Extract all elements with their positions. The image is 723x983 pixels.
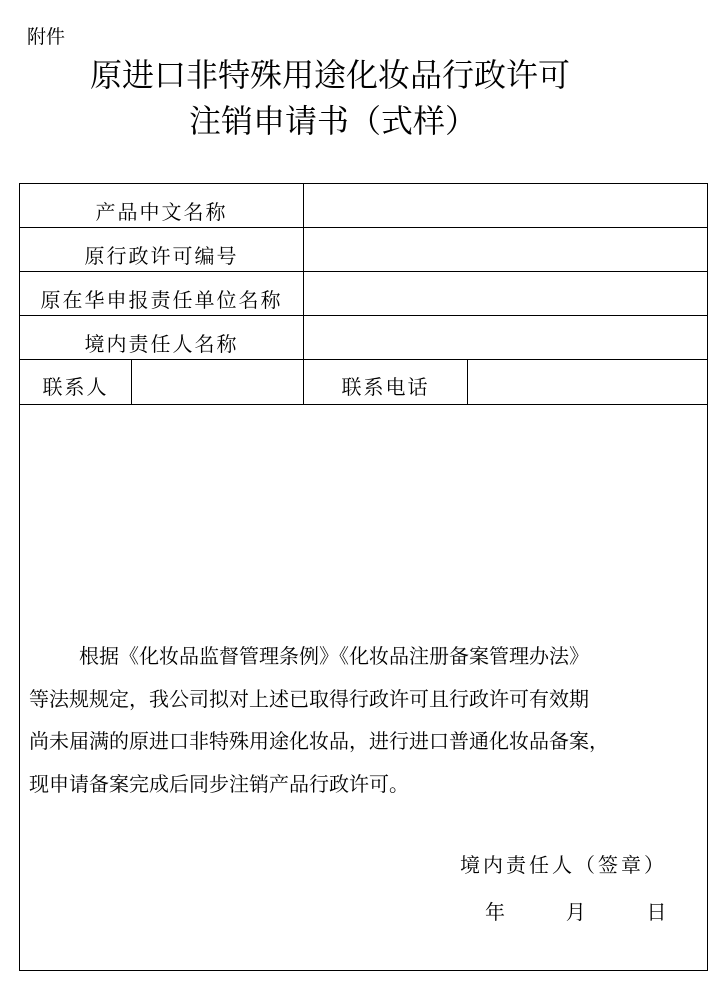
form-row-original-applicant (20, 272, 707, 316)
page-title-line2: 注销申请书（式样） (189, 102, 478, 140)
statement-line: 根据《化妆品监督管理条例》《化妆品注册备案管理办法》 (79, 644, 589, 668)
contact-phone-label: 联系电话 (304, 360, 468, 404)
form-row-product-name (20, 184, 707, 228)
signature-date (485, 896, 666, 925)
contact-person-field[interactable] (132, 360, 304, 404)
signature-label: 境内责任人（签章） (460, 853, 667, 877)
domestic-responsible-label: 境内责任人名称 (20, 316, 304, 359)
statement-paragraph (29, 635, 699, 805)
product-name-label: 产品中文名称 (20, 184, 304, 227)
statement-line: 尚未届满的原进口非特殊用途化妆品，进行进口普通化妆品备案， (29, 729, 609, 753)
domestic-responsible-field[interactable] (304, 316, 707, 359)
date-day: 日 (646, 900, 667, 924)
statement-line: 现申请备案完成后同步注销产品行政许可。 (29, 771, 409, 796)
license-number-label: 原行政许可编号 (20, 228, 304, 271)
form-row-contact (20, 360, 707, 405)
contact-phone-field[interactable] (468, 360, 707, 404)
statement-line: 等法规规定，我公司拟对上述已取得行政许可且行政许可有效期 (29, 686, 589, 711)
date-month: 月 (565, 900, 586, 924)
license-number-field[interactable] (304, 228, 707, 271)
product-name-field[interactable] (304, 184, 707, 227)
original-applicant-field[interactable] (304, 272, 707, 315)
application-form (19, 183, 708, 971)
attachment-label: 附件 (27, 26, 66, 48)
form-row-license-number (20, 228, 707, 272)
contact-person-label: 联系人 (20, 360, 132, 404)
original-applicant-label: 原在华申报责任单位名称 (20, 272, 304, 315)
form-row-domestic-responsible (20, 316, 707, 360)
date-year: 年 (485, 900, 505, 924)
page-title-line1: 原进口非特殊用途化妆品行政许可 (90, 56, 571, 94)
